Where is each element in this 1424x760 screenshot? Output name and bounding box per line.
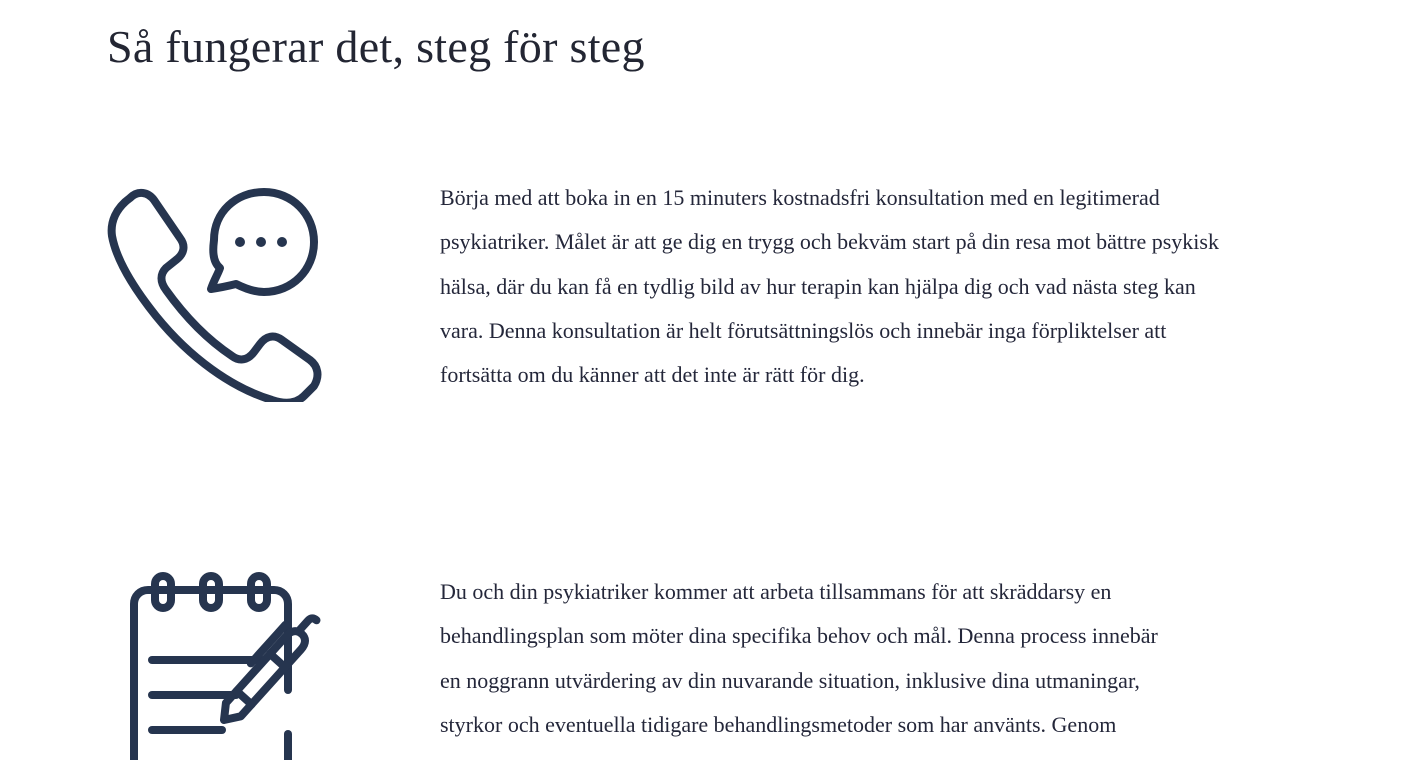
step-2-description: Du och din psykiatriker kommer att arbeta tillsammans för att skräddarsy en behandlingsplan som möter dina specifika behov och mål. Denna process innebär en noggrann utvärdering av din nuvarande situation, inklusive dina utmaningar, styrkor och eventuella tidigare behandlingsmetoder som har använts. Genom	[440, 579, 1158, 737]
step-2	[0, 570, 1424, 745]
section-title: Så fungerar det, steg för steg	[107, 21, 645, 72]
step-1	[0, 176, 1424, 416]
phone-chat-icon	[104, 182, 322, 402]
notepad-pen-icon	[124, 570, 360, 760]
step-1-description: Börja med att boka in en 15 minuters kostnadsfri konsultation med en legitimerad psykiatriker. Målet är att ge dig en trygg och bekväm start på din resa mot bättre psykisk hälsa, där du kan få en tydlig bild av hur terapin kan hjälpa dig och vad nästa steg kan vara. Denna konsultation är helt förutsättningslös och innebär inga förpliktelser att fortsätta om du känner att det inte är rätt för dig.	[440, 185, 1219, 388]
